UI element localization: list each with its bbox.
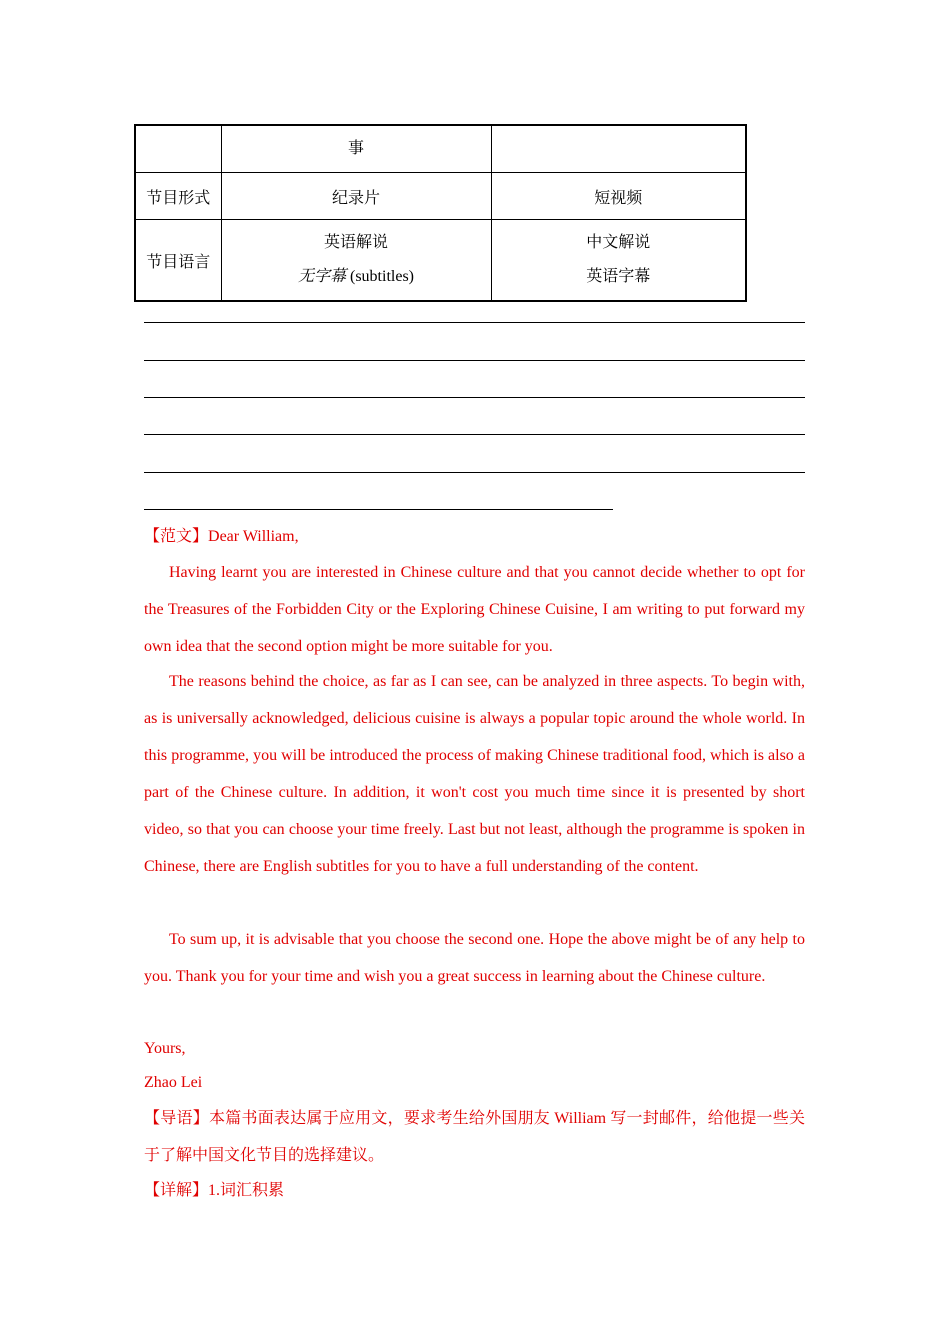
table-row bbox=[135, 173, 746, 220]
essay-paragraph-1: Having learnt you are interested in Chinese culture and that you cannot decide whether to opt for the Treasures of the Forbidden City or the Exploring Chinese Cuisine, I am writing to put forward my own idea that the second option might be more suitable for you. bbox=[144, 564, 805, 655]
essay-paragraph-2: The reasons behind the choice, as far as I can see, can be analyzed in three aspects. To begin with, as is universally acknowledged, delicious cuisine is always a popular topic around the whole world. In this programme, you will be introduced the process of making Chinese traditional food, which is also a part of the Chinese culture. In addition, it won't cost you much time since it is presented by short video, so that you can choose your time freely. Last but not least, although the programme is spoken in Chinese, there are English subtitles for you to have a full understanding of the content. bbox=[144, 673, 805, 875]
essay-heading: 【范文】Dear William, bbox=[144, 528, 299, 545]
essay-paragraph-3: To sum up, it is advisable that you choose the second one. Hope the above might be of any help to you. Thank you for your time and wish you a great success in learning about the Chinese culture. bbox=[144, 931, 805, 985]
program-b-format: 短视频 bbox=[491, 173, 746, 220]
row-label-cell bbox=[135, 125, 221, 173]
program-a-cell: 事 bbox=[221, 125, 491, 173]
detail-section bbox=[144, 1180, 805, 1202]
program-comparison-table bbox=[134, 124, 747, 302]
row-label-language: 节目语言 bbox=[135, 220, 221, 302]
detail-text: 1.词汇积累 bbox=[208, 1182, 285, 1199]
guide-text: 本篇书面表达属于应用文，要求考生给外国朋友 William 写一封邮件，给他提一些关于了解中国文化节目的选择建议。 bbox=[144, 1110, 805, 1164]
detail-tag: 【详解】 bbox=[144, 1182, 209, 1199]
answer-line bbox=[144, 322, 805, 323]
subtitles-gloss: (subtitles) bbox=[346, 268, 414, 285]
program-a-language: 英语解说 无字幕 (subtitles) bbox=[221, 220, 491, 302]
closing: Yours, bbox=[144, 1040, 186, 1057]
table-row bbox=[135, 220, 746, 302]
row-label-format: 节目形式 bbox=[135, 173, 221, 220]
answer-line bbox=[144, 434, 805, 435]
program-b-language: 中文解说 英语字幕 bbox=[491, 220, 746, 302]
answer-line bbox=[144, 509, 613, 510]
answer-line bbox=[144, 472, 805, 473]
answer-line bbox=[144, 397, 805, 398]
guide-tag: 【导语】 bbox=[144, 1110, 209, 1127]
salutation: Dear William, bbox=[208, 528, 299, 545]
guide-section bbox=[144, 1100, 805, 1174]
program-b-cell bbox=[491, 125, 746, 173]
no-subtitles-text: 无字幕 bbox=[297, 268, 346, 285]
answer-line bbox=[144, 360, 805, 361]
signature: Zhao Lei bbox=[144, 1074, 203, 1091]
program-a-format: 纪录片 bbox=[221, 173, 491, 220]
table-row bbox=[135, 125, 746, 173]
